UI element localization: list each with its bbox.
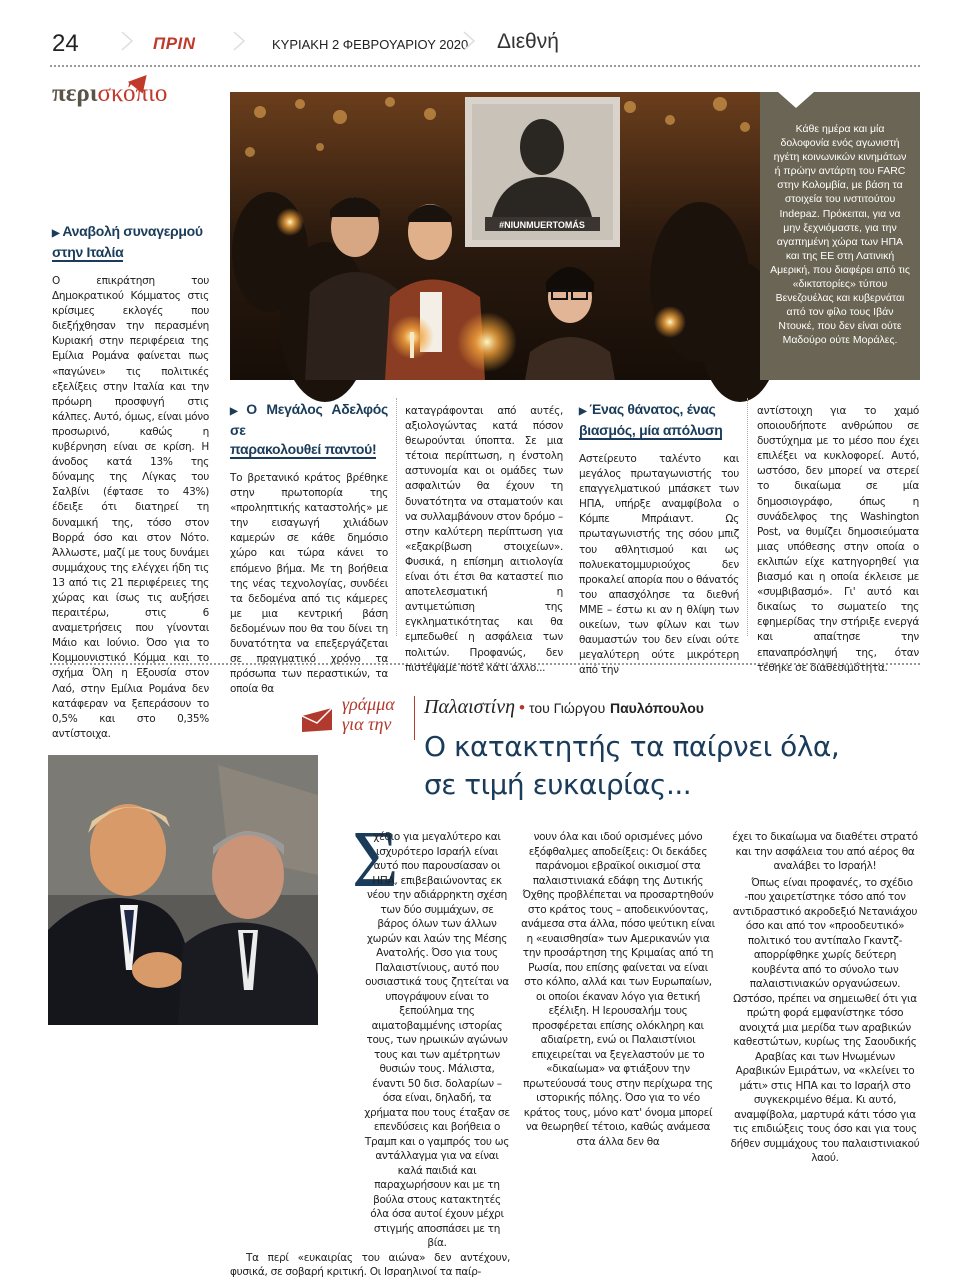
article-paragraph: Όπως είναι προφανές, το σχέδιο -που χαιρετίστηκε τόσο από τον αντιδραστικό ακροδεξιό Νετανιάχου όσο και από τον «προοδευτικό» πολιτικό του αντίπαλο Γκαντζ- απορρίφθηκε χωρίς δεύτερη κουβέντα από το σύνολο των παλαιστινιακών οργανώσεων. Ωστόσο, πρέπει να σημειωθεί ότι για πρώτη φορά εμφανίστηκε τόσο ανοιχτά μια μερίδα των αραβικών καθεστώτων, κυρίως της Σαουδικής Αραβίας και των Ηνωμένων Αραβικών Εμιράτων, να «κλείνει το μάτι» στις ΗΠΑ και το Ισραήλ στο συγκεκριμένο θέμα. Κι αυτό, αναμφίβολα, μαρτυρά κάτι τόσο για τις επιδιώξεις τους όσο και για τους δήθεν συμμάχους του παλαιστινιακού λαού. [730,876,920,1164]
envelope-icon [300,706,334,734]
caption-notch [778,92,814,108]
page-number: 24 [52,30,79,57]
news-body: Το βρετανικό κράτος βρέθηκε στην πρωτοπορία της «προληπτικής καταστολής» με την εισαγωγή χιλιάδων καμερών σε κάθε δημόσιο χώρο και τώρα κάνει το επόμενο βήμα. Με τη βοήθεια της νέας τεχνολογίας, συνδέει τα δεδομένα από τις κάμερες με μια κεντρική βάση δεδομένων που θα του δίνει τη δυνατότητα να επεξεργάζεται σε πραγματικό χρόνο τα πρόσωπα των περαστικών, τα οποία θα [230,472,388,696]
triangle-right-icon: ▶ [52,228,60,239]
article-lead-text: χέδιο για μεγαλύτερο και ισχυρότερο Ισραήλ είναι αυτό που παρουσίασαν οι ΗΠΑ, επιβεβαιώνοντας εκ νέου την αδιάρρηκτη σχέση των δύο συμμάχων, σε βάρος όλων των άλλων χωρών και λαών της Μέσης Ανατολής. Όσο για τους Παλαιστίνιους, αυτό που ουσιαστικά τους ζητείται να υπογράψουν είναι το ξεπούλημα της αιματοβαμμένης ιστορίας τους, των ηρωικών αγώνων τους και των αμέτρητων θυσιών τους. Μάλιστα, έναντι 50 δισ. δολαρίων – όσα είναι, δηλαδή, τα χρήματα που τους έταξαν σε επενδύσεις και βοήθεια ο Τραμπ και ο γαμπρός του ως αντάλλαγμα για να είναι καλά παιδιά και παραχωρήσουν και με τη βούλα στους κατακτητές όλα όσα αυτοί έχουν μέχρι στιγμής αποσπάσει με τη βία. [364,831,510,1249]
protest-photo [230,92,760,380]
article-byline: του Γιώργου [529,700,606,716]
paper-name: ΠΡΙΝ [153,34,196,53]
periskopio-label-part1: περι [52,80,98,107]
column-label-divider [414,696,415,740]
news-item-kobe-cont: αντίστοιχη για το χαμό οποιουδήποτε ανθρώπου σε δυστύχημα με το μέσο που έχει επιλέξει να κυκλοφορεί. Αυτό, ωστόσο, δεν μπορεί να στερεί το δικαίωμα σε μία δημοσιογράφο, όπως η συνάδελφος της Washington Post, να θυμίζει δημοσιεύματα μιας υπόθεσης στην οποία ο εκλιπών είχε κατηγορηθεί για βιασμό και η οποία έκλεισε με «συμβιβασμό». Γι' αυτό και δικαίως το σωματείο της εφημερίδας την στήριξε ενεργά και απαίτησε την επαναπρόσληψή της, όταν τέθηκε σε διαθεσιμότητα. [757,405,919,674]
news-body: Ο επικράτηση του Δημοκρατικού Κόμματος στις κρίσιμες εκλογές που διεξήχθησαν την περασμένη Κυριακή στην περιφέρεια της Εμίλια Ρομάνα φαίνεται πως «παγώνει» τις πολιτικές εξελίξεις στην Ιταλία και την πρόωρη προσφυγή στις κάλπες. Αυτό, όμως, είναι μόνο προσωρινό, καθώς η κυβέρνηση είναι σε κρίση. Η άνοδος κατά 13% της δύναμης της Λίγκας του Σαλβίνι (έφτασε το 43%) έδειξε ότι διατηρεί τη δυναμική της, τόσο στον Βορρά όσο και στον Νότο. Άλλωστε, μαζί με τους δυνάμει συμμάχους της ελέγχει ήδη τις 13 από τις 21 περιφέρειες της χώρας και ίσως τις αυξήσει περαιτέρω, στις 6 αναμετρήσεις που γίνονται Μάιο και Ιούνιο. Όσο για το Κομμουνιστικό Κόμμα και το σχήμα Όλη η Εξουσία στον Λαό, στην Εμίλια Ρομάνα δεν κατάφεραν να ξεπεράσουν το 0,5% και στο 0,35% αντίστοιχα. [52,275,209,740]
news-item-big-brother [230,400,388,697]
drop-cap: Σ [352,816,399,904]
section-divider [50,663,920,665]
article-column-3 [730,830,920,1166]
article-author: Παυλόπουλου [609,700,704,716]
chevron-right-icon [462,30,476,52]
news-headline: ▶ Ένας θάνατος, ένας βιασμός, μία απόλυση [579,401,723,438]
news-headline: ▶ Αναβολή συναγερμού στην Ιταλία [52,223,203,260]
article-paragraph: Τα περί «ευκαιρίας του αιώνα» δεν αντέχουν, φυσικά, σε σοβαρή κριτική. Οι Ισραηλινοί τα παίρ- [230,1251,510,1278]
news-body: Αστείρευτο ταλέντο και μεγάλος πρωταγωνιστής του επαγγελματικού μπάσκετ των ΗΠΑ, υπήρξε αναμφίβολα ο Κόμπε Μπράιαντ. Ως πρωταγωνιστής της σόου μπιζ του αθλητισμού και ως πολυεκατομμυριούχος δεν προκαλεί απορία που ο θάνατός του απασχόλησε τα διεθνή ΜΜΕ – έστω κι αν η θλίψη των οικείων, των φίλων και των θαυμαστών του δεν είναι ούτε μεγαλύτερη ούτε μικρότερη από την [579,453,739,677]
column-divider [396,398,397,636]
article-column-2: νουν όλα και ιδού ορισμένες μόνο εξόφθαλμες αποδείξεις: Οι δεκάδες παράνομοι εβραϊκοί οικισμοί στα παλαιστινιακά εδάφη της Δυτικής Όχθης προβλέπεται να προσαρτηθούν στο κράτος τους – αποδεικνύοντας, ανάμεσα στα άλλα, πόσο ψεύτικη είναι η «ευαισθησία» των Αμερικανών για την προσάρτηση της Κριμαίας από τη Ρωσία, που επίσης φαίνεται να είναι στο κόλπο, αλλά και των Ευρωπαίων, οι οποίοι έκαναν λόγο για θετική εξέλιξη. Η Ιερουσαλήμ τους προσφέρεται επίσης ολόκληρη και αδιαίρετη, ενώ οι Παλαιστίνιοι επιχειρείται να ξεγελαστούν με το «δικαίωμα» να φτιάξουν την πρωτεύουσά τους στην περίχωρα της ιστορικής πόλης. Όσο για το νέο κράτος τους, μόνο κατ' όνομα μπορεί να θεωρηθεί τέτοιο, καθώς ανάμεσα στα άλλα δεν θα [521,831,715,1148]
bullet-icon: • [519,698,525,717]
column-label: γράμμα για την [342,694,395,734]
article-column-1 [230,816,510,1280]
header-divider [50,65,920,67]
news-headline: ▶ Ο Μεγάλος Αδελφός σε παρακολουθεί παντού! [230,401,389,457]
news-item-kobe [579,400,739,678]
news-item-big-brother-cont: καταγράφονται από αυτές, αξιολογώντας κατά πόσον θεωρούνται ύποπτα. Σε μια τέτοια περίπτωση, η ένστολη αστυνομία και οι ομάδες των ασφαλιτών θα έχουν τη δυνατότητα να σταματούν και να συλλαμβάνουν στον δρόμο – στην καλύτερη περίπτωση για «εξακρίβωση στοιχείων». Φυσικά, η επίσημη αιτιολογία είναι ότι έτσι θα καταστεί πιο αποτελεσματική η αντιμετώπιση της εγκληματικότητας και θα εμπεδωθεί η ασφάλεια των πολιτών. Προφανώς, δεν πιστέψαμε ποτέ κάτι άλλο... [405,405,563,674]
section-title: Διεθνή [497,30,559,53]
article-paragraph: έχει το δικαίωμα να διαθέτει στρατό και την ασφάλεια του από αέρος θα αναλάβει το Ισραήλ! [732,831,918,872]
article-title: Ο κατακτητής τα παίρνει όλα, σε τιμή ευκαιρίας... [424,730,840,801]
article-topic: Παλαιστίνη [424,696,516,718]
photo-caption: Κάθε ημέρα και μία δολοφονία ενός αγωνιστή ηγέτη κοινωνικών κινημάτων ή πρώην αντάρτη του FARC στην Κολομβία, με βάση τα στοιχεία του ινστιτούτου Indepaz. Πρόκειται, για να μην ξεχνιόμαστε, για την αγαπημένη χώρα των ΗΠΑ και της ΕΕ στη Λατινική Αμερική, που διαφέρει από τις «δικτατορίες» τύπου Βενεζουέλας και κυβερνάται από τον φίλο τους Ιβάν Ντουκέ, που δεν είναι ούτε Μαδούρο ούτε Μοράλες. [760,92,920,380]
periskopio-label-part2: σκόπιο [97,80,168,107]
column-divider [747,398,748,636]
chevron-right-icon [120,30,134,52]
issue-date: ΚΥΡΙΑΚΗ 2 ΦΕΒΡΟΥΑΡΙΟΥ 2020 [272,37,469,52]
triangle-right-icon: ▶ [230,406,244,417]
article-kicker [424,696,704,719]
chevron-right-icon [232,30,246,52]
triangle-right-icon: ▶ [579,406,587,417]
sign-text: #NIUNMUERTOMÁS [499,220,585,230]
